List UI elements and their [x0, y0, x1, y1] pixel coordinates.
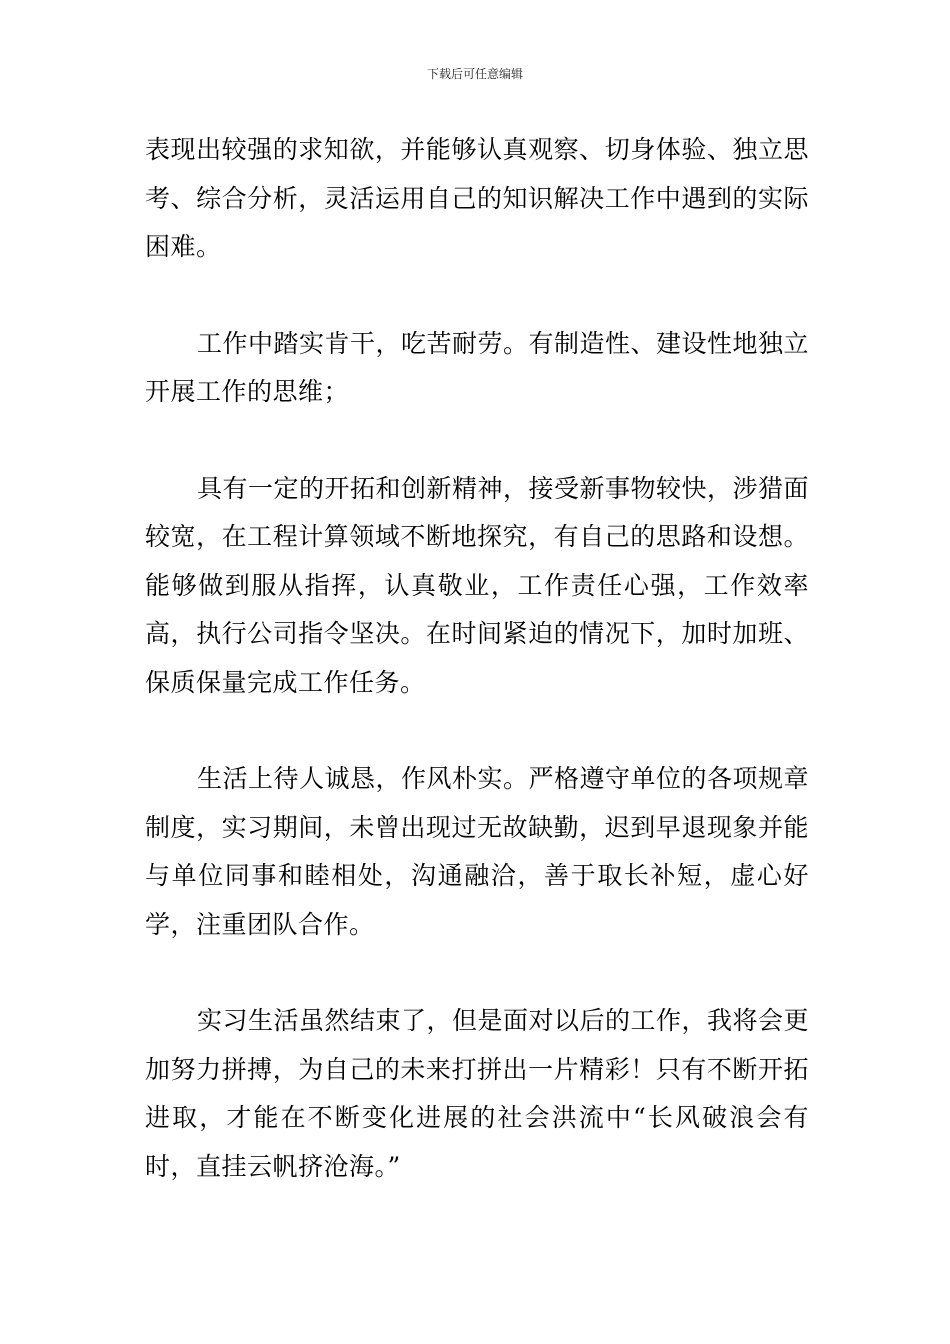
paragraph-1: 表现出较强的求知欲，并能够认真观察、切身体验、独立思考、综合分析，灵活运用自己的知识解决工作中遇到的实际困难。	[145, 135, 809, 261]
paragraph-2: 工作中踏实肯干，吃苦耐劳。有制造性、建设性地独立开展工作的思维；	[145, 328, 810, 406]
paragraph-spacer	[145, 949, 809, 997]
paragraph-spacer	[145, 272, 809, 320]
page-header-note: 下载后可任意编辑	[426, 67, 523, 81]
paragraph-5: 实习生活虽然结束了，但是面对以后的工作，我将会更加努力拼搏，为自己的未来打拼出一片精彩！只有不断开拓进取，才能在不断变化进展的社会洪流中“长风破浪会有时，直挂云帆挤沧海。”	[145, 1006, 810, 1181]
paragraph-3: 具有一定的开拓和创新精神，接受新事物较快，涉猎面较宽，在工程计算领域不断地探究，有自己的思路和设想。能够做到服从指挥，认真敬业，工作责任心强，工作效率高，执行公司指令坚决。在时间紧迫的情况下，加时加班、保质保量完成工作任务。	[145, 473, 810, 697]
document-body	[145, 126, 809, 1191]
paragraph-4: 生活上待人诚恳，作风朴实。严格遵守单位的各项规章制度，实习期间，未曾出现过无故缺勤，迟到早退现象并能与单位同事和睦相处，沟通融洽，善于取长补短，虚心好学，注重团队合作。	[145, 764, 810, 939]
paragraph-spacer	[145, 417, 809, 465]
paragraph-spacer	[145, 707, 809, 755]
